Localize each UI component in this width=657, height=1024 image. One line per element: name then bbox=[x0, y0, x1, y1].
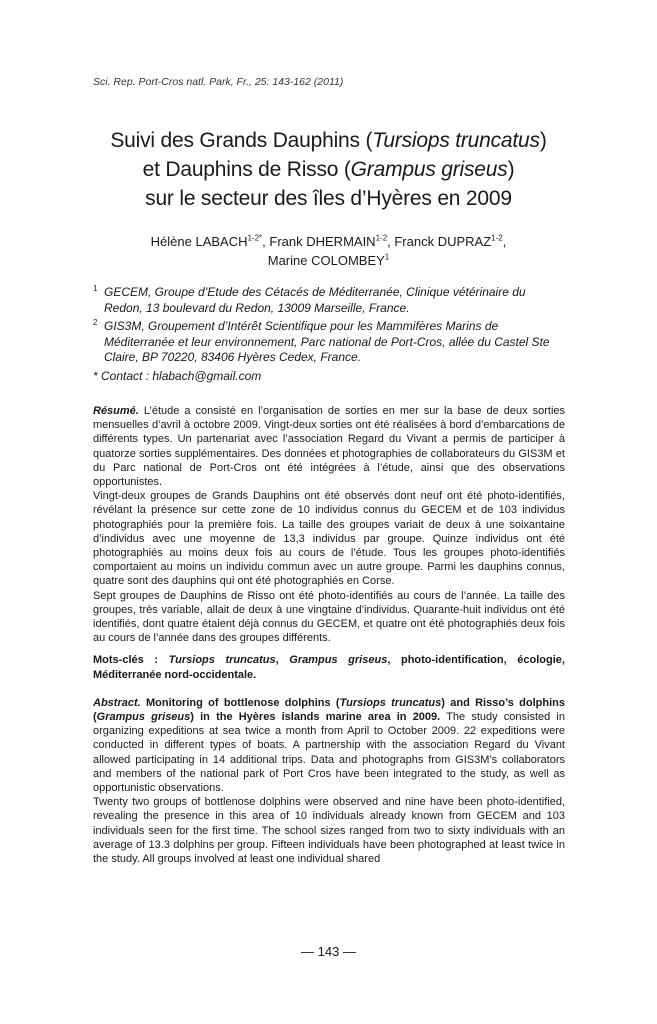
affiliation-1: 1 GECEM, Groupe d’Etude des Cétacés de Méditerranée, Clinique vétérinaire du Redon, 13 boulevard du Redon, 13009 Marseille, France. bbox=[93, 284, 526, 315]
resume-label: Résumé. bbox=[93, 405, 139, 417]
author-name: Hélène LABACH bbox=[150, 234, 248, 249]
resume-paragraph-1: Résumé. L’étude a consisté en l’organisation de sorties en mer sur la base de deux sorties mensuelles d’avril à octobre 2009. Vingt-deux sorties ont été réalisées à bord d’embarcations de différents types. Un partenariat avec l’association Regard du Vivant a permis de participer à quatorze sorties supplémentaires. Des données et photographies de collaborateurs du GIS3M et du Parc national de Port-Cros ont été intégrées à l’étude, ainsi que des observations opportunistes. bbox=[93, 405, 565, 489]
author-list: Hélène $LABACH^{1-2*}$, Frank DHERMAIN$^{1-2}$, Franck DUPRAZ$^{1-2}$, Marine COLOMBEY$^1$ bbox=[150, 233, 507, 268]
keywords: Mots-clés : Tursiops truncatus, Grampus griseus, photo-identification, écologie, Méditerranée nord-occidentale. bbox=[93, 654, 565, 681]
contact-email: * Contact : hlabach@gmail.com bbox=[93, 368, 262, 383]
title-line-1: Suivi des Grands Dauphins (Tursiops truncatus) bbox=[110, 129, 547, 152]
page-number: — 143 — bbox=[301, 944, 356, 959]
author-name: , Franck DUPRAZ bbox=[387, 234, 492, 249]
author-affiliation-mark: 1-2 bbox=[491, 233, 503, 243]
affiliation-2: 2 GIS3M, Groupement d’Intérêt Scientifique pour les Mammifères Marins de Méditerranée et leur environnement, Parc national de Port-Cros, allée du Castel Ste Claire, BP 70220, 83406 Hyères Cedex, France. bbox=[93, 318, 550, 364]
abstract-paragraph-2: Twenty two groups of bottlenose dolphins were observed and nine have been photo-identified, revealing the presence in this area of 10 individuals already known from GECEM and 103 individuals seen for the first time. The school sizes ranged from two to sixty individuals with an average of 13.3 dolphins per group. Fifteen individuals have been photographed at least twice in the study. All groups involved at least one individual shared bbox=[93, 796, 565, 866]
author-affiliation-mark: 1 bbox=[384, 252, 390, 262]
abstract-paragraph-1: Abstract. Monitoring of bottlenose dolphins (Tursiops truncatus) and Risso’s dolphins (Grampus griseus) in the Hyères islands marine area in 2009. The study consisted in organizing expeditions at sea twice a month from April to October 2009. 22 expeditions were conducted in different types of boats. A partnership with the association Regard du Vivant allowed participating in 14 additional trips. Data and photographs from GIS3M’s collaborators and members of the national park of Port Cros have been integrated to the study, as well as opportunistic observations. bbox=[93, 696, 565, 795]
affiliations bbox=[93, 285, 565, 384]
abstract-label: Abstract. bbox=[93, 696, 141, 709]
resume-paragraph-2: Vingt-deux groupes de Grands Dauphins ont été observés dont neuf ont été photo-identifiés, révélant la présence sur cette zone de 10 individus connus du GECEM et de 103 individus photographiés pour la première fois. La taille des groupes variait de deux à une soixantaine d’individus avec une moyenne de 13,3 individus par groupe. Quinze individus ont été photographiés au moins deux fois au cours de l’étude. Tous les groupes photo-identifiés comportaient au moins un individu commun avec un autre groupe. Parmi les dauphins connus, quatre sont des dauphins qui ont été photographiés en Corse. bbox=[93, 490, 565, 588]
abstract-section bbox=[93, 404, 565, 866]
title-line-2: et Dauphins de Risso (Grampus griseus) bbox=[142, 158, 515, 181]
article-title bbox=[60, 126, 597, 213]
author-name: Marine COLOMBEY bbox=[267, 253, 385, 268]
resume-paragraph-3: Sept groupes de Dauphins de Risso ont été photo-identifiés au cours de l’année. La taille des groupes, très variable, allait de deux à une vingtaine d’individus. Quarante-huit individus ont été identifiés, dont quatre étaient déjà connus du GECEM, et quatre ont été photographiés deux fois au cours de l’année dans des groupes différents. bbox=[93, 589, 565, 645]
title-line-3: sur le secteur des îles d’Hyères en 2009 bbox=[145, 187, 512, 210]
journal-reference: Sci. Rep. Port-Cros natl. Park, Fr., 25: 143-162 (2011) bbox=[93, 76, 344, 88]
author-name: , Frank DHERMAIN bbox=[262, 234, 376, 249]
author-affiliation-mark: 1-2 bbox=[375, 233, 388, 243]
author-affiliation-mark: 1-2* bbox=[247, 233, 263, 243]
